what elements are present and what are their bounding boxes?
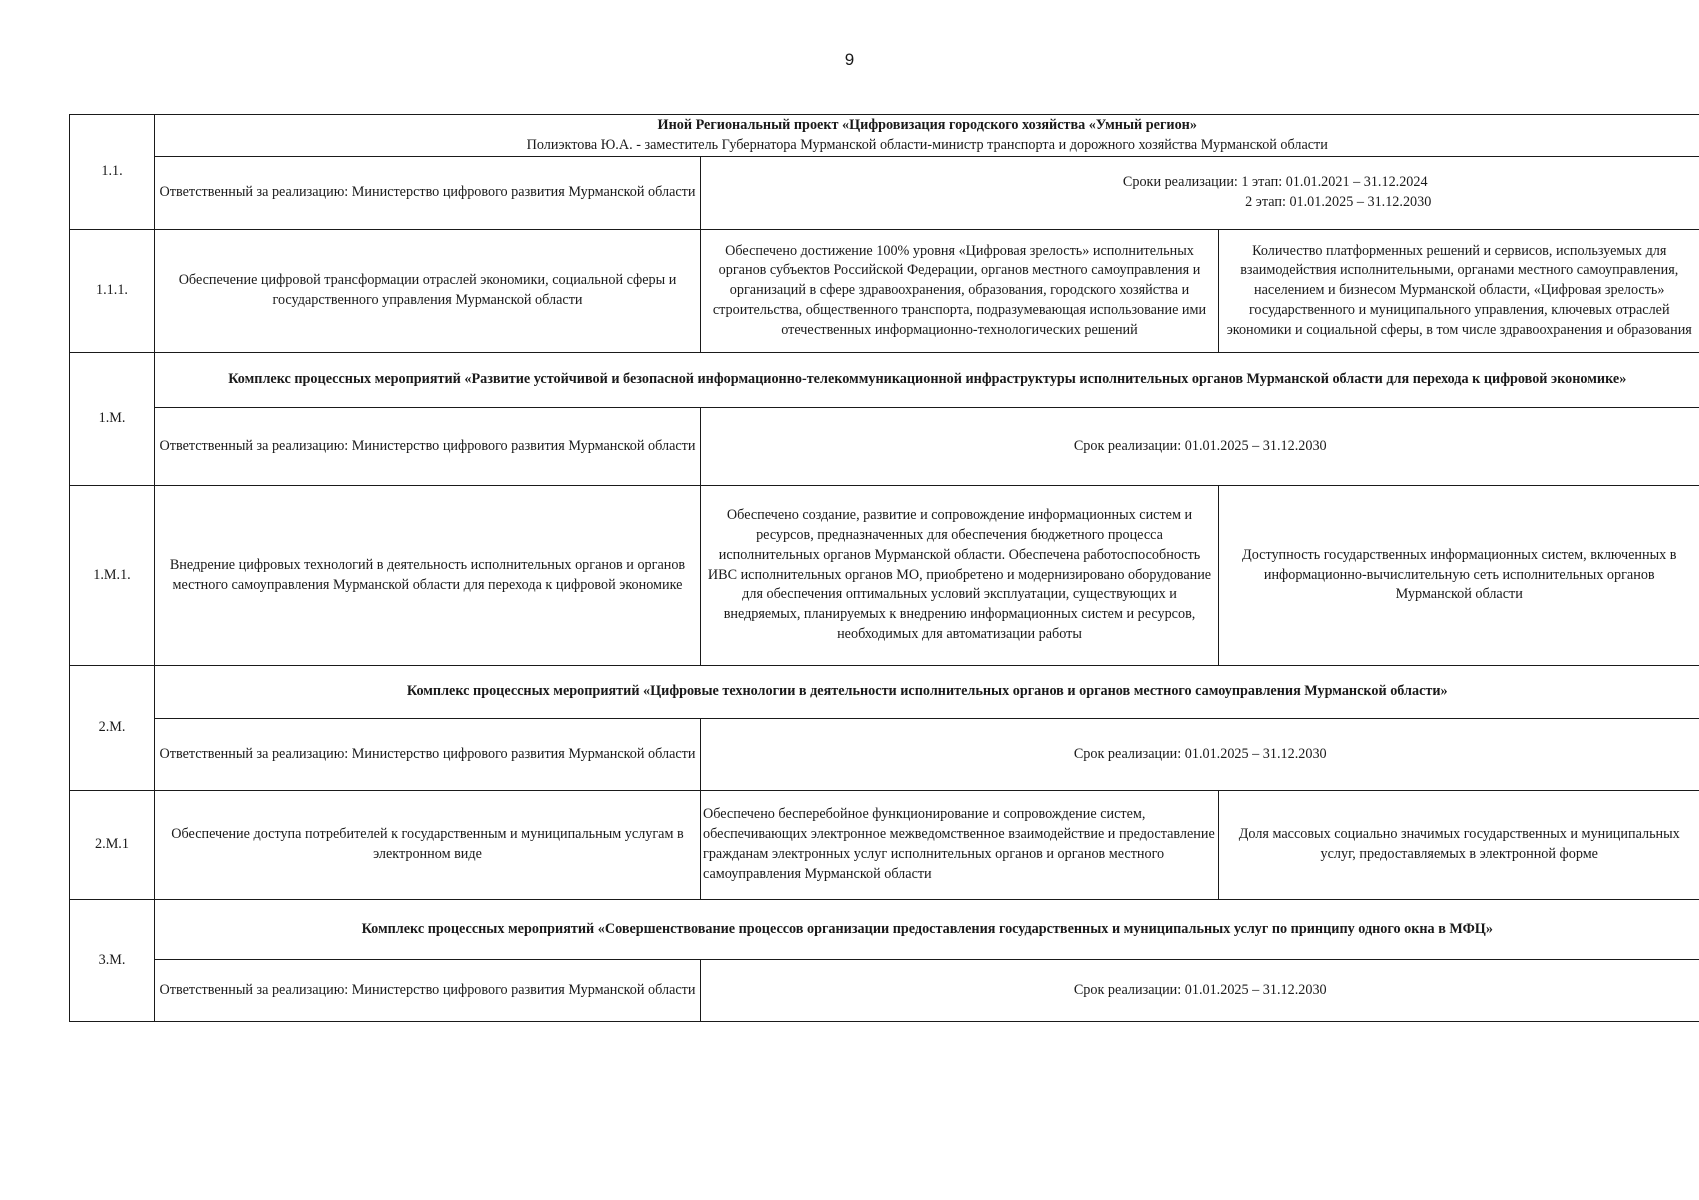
table-row bbox=[70, 408, 1699, 486]
term-line: 2 этап: 01.01.2025 – 31.12.2030 bbox=[1245, 194, 1432, 210]
table-row bbox=[70, 666, 1699, 719]
result-cell: Обеспечено достижение 100% уровня «Цифровая зрелость» исполнительных органов субъектов Российской Федерации, органов местного самоуправления и организаций в сфере здравоохранения, образования, городского хозяйства и строительства, общественного транспорта, подразумевающая использование ими отечественных информационно-технологических решений bbox=[701, 230, 1219, 353]
program-structure-table bbox=[69, 114, 1699, 1022]
table-row bbox=[70, 791, 1699, 900]
table-row bbox=[70, 353, 1699, 408]
indicator-cell: Доступность государственных информационных систем, включенных в информационно-вычислительную сеть исполнительных органов Мурманской области bbox=[1219, 486, 1699, 666]
task-cell: Обеспечение цифровой трансформации отраслей экономики, социальной сферы и государственного управления Мурманской области bbox=[155, 230, 701, 353]
responsible-cell: Ответственный за реализацию: Министерство цифрового развития Мурманской области bbox=[155, 408, 701, 486]
responsible-cell: Ответственный за реализацию: Министерство цифрового развития Мурманской области bbox=[155, 960, 701, 1022]
project-curator: Полиэктова Ю.А. - заместитель Губернатора Мурманской области-министр транспорта и дорожного хозяйства Мурманской области bbox=[526, 136, 1328, 153]
complex-header: Комплекс процессных мероприятий «Цифровые технологии в деятельности исполнительных органов и органов местного самоуправления Мурманской области» bbox=[155, 666, 1699, 719]
term-cell: Срок реализации: 01.01.2025 – 31.12.2030 bbox=[701, 408, 1699, 486]
row-number: 1.М.1. bbox=[70, 486, 155, 666]
table-row bbox=[70, 960, 1699, 1022]
indicator-cell: Доля массовых социально значимых государственных и муниципальных услуг, предоставляемых в электронной форме bbox=[1219, 791, 1699, 900]
table-row bbox=[70, 230, 1699, 353]
row-number: 3.М. bbox=[70, 900, 155, 1022]
task-cell: Внедрение цифровых технологий в деятельность исполнительных органов и органов местного самоуправления Мурманской области для перехода к цифровой экономике bbox=[155, 486, 701, 666]
table-row bbox=[70, 900, 1699, 960]
table-row bbox=[70, 719, 1699, 791]
table-row bbox=[70, 486, 1699, 666]
project-title: Иной Региональный проект «Цифровизация городского хозяйства «Умный регион» bbox=[657, 116, 1197, 133]
term-cell bbox=[701, 157, 1699, 230]
term-cell: Срок реализации: 01.01.2025 – 31.12.2030 bbox=[701, 960, 1699, 1022]
indicator-cell: Количество платформенных решений и сервисов, используемых для взаимодействия исполнительными, органами местного самоуправления, населением и бизнесом Мурманской области, «Цифровая зрелость» государственного и муниципального управления, ключевых отраслей экономики и социальной сферы, в том числе здравоохранения и образования bbox=[1219, 230, 1699, 353]
result-cell: Обеспечено создание, развитие и сопровождение информационных систем и ресурсов, предназначенных для обеспечения бюджетного процесса исполнительных органов Мурманской области. Обеспечена работоспособность ИВС исполнительных органов МО, приобретено и модернизировано оборудование для обеспечения оптимальных условий эксплуатации, существующих и внедряемых, планируемых к внедрению информационных систем и ресурсов, необходимых для автоматизации работы bbox=[701, 486, 1219, 666]
task-cell: Обеспечение доступа потребителей к государственным и муниципальным услугам в электронном виде bbox=[155, 791, 701, 900]
term-line: Сроки реализации: 1 этап: 01.01.2021 – 31.12.2024 bbox=[1122, 174, 1428, 191]
project-header bbox=[155, 115, 1699, 157]
complex-header: Комплекс процессных мероприятий «Совершенствование процессов организации предоставления государственных и муниципальных услуг по принципу одного окна в МФЦ» bbox=[155, 900, 1699, 960]
responsible-cell: Ответственный за реализацию: Министерство цифрового развития Мурманской области bbox=[155, 719, 701, 791]
result-cell: Обеспечено бесперебойное функционирование и сопровождение систем, обеспечивающих электронное межведомственное взаимодействие и предоставление гражданам электронных услуг исполнительных органов и органов местного самоуправления Мурманской области bbox=[701, 791, 1219, 900]
row-number: 2.М. bbox=[70, 666, 155, 791]
responsible-cell: Ответственный за реализацию: Министерство цифрового развития Мурманской области bbox=[155, 157, 701, 230]
table-row bbox=[70, 157, 1699, 230]
page-number: 9 bbox=[844, 50, 855, 69]
complex-header: Комплекс процессных мероприятий «Развитие устойчивой и безопасной информационно-телекоммуникационной инфраструктуры исполнительных органов Мурманской области для перехода к цифровой экономике» bbox=[155, 353, 1699, 408]
table-row bbox=[70, 115, 1699, 157]
term-cell: Срок реализации: 01.01.2025 – 31.12.2030 bbox=[701, 719, 1699, 791]
row-number: 1.1. bbox=[70, 115, 155, 230]
row-number: 1.М. bbox=[70, 353, 155, 486]
row-number: 2.М.1 bbox=[70, 791, 155, 900]
row-number: 1.1.1. bbox=[70, 230, 155, 353]
